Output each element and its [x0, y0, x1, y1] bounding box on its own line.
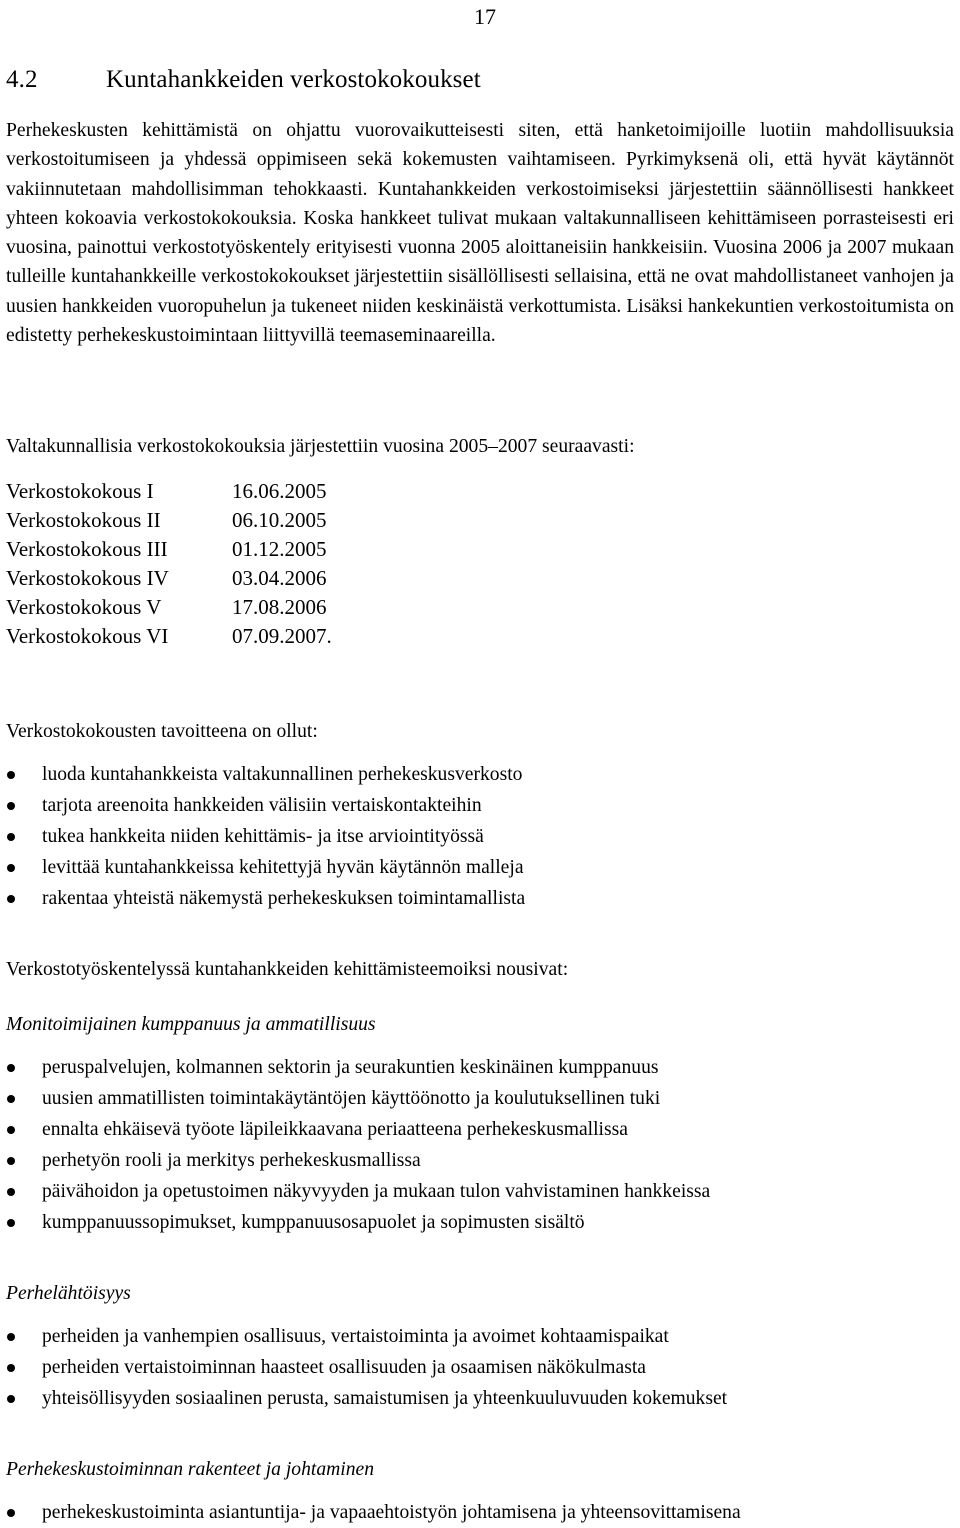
section-title: Kuntahankkeiden verkostokokoukset — [106, 66, 481, 93]
list-item-text: ennalta ehkäisevä työote läpileikkaavana periaatteena perhekeskusmallissa — [42, 1119, 628, 1140]
list-item — [0, 821, 525, 852]
bullet-icon — [7, 1188, 15, 1196]
bullet-icon — [7, 1064, 15, 1072]
meeting-name: Verkostokokous II — [6, 508, 161, 532]
list-item — [0, 1083, 710, 1114]
meeting-row — [6, 535, 332, 564]
meetings-intro: Valtakunnallisia verkostokokouksia järjestettiin vuosina 2005–2007 seuraavasti: — [6, 436, 635, 457]
bullet-icon — [7, 1126, 15, 1134]
section-subtitle: Monitoimijainen kumppanuus ja ammatillisuus — [6, 1014, 376, 1035]
meeting-date: 01.12.2005 — [232, 537, 327, 561]
meeting-date: 17.08.2006 — [232, 595, 327, 619]
goals-intro: Verkostokokousten tavoitteena on ollut: — [6, 721, 318, 742]
list-item — [0, 1383, 727, 1414]
section-subtitle: Perhelähtöisyys — [6, 1283, 131, 1304]
list-item-text: tukea hankkeita niiden kehittämis- ja itse arviointityössä — [42, 826, 484, 847]
list-item — [0, 1352, 727, 1383]
list-item-text: yhteisöllisyyden sosiaalinen perusta, samaistumisen ja yhteenkuuluvuuden kokemukset — [42, 1388, 728, 1409]
themes-list-1 — [0, 1052, 710, 1238]
list-item — [0, 1207, 710, 1238]
meeting-date: 07.09.2007. — [232, 624, 332, 648]
bullet-icon — [7, 895, 15, 903]
meeting-date: 06.10.2005 — [232, 508, 327, 532]
list-item-text: perheiden ja vanhempien osallisuus, vertaistoiminta ja avoimet kohtaamispaikat — [42, 1326, 669, 1347]
list-item-text: levittää kuntahankkeissa kehitettyjä hyvän käytännön malleja — [42, 857, 524, 878]
bullet-icon — [7, 1509, 15, 1517]
meeting-name: Verkostokokous I — [6, 479, 154, 503]
meeting-date: 16.06.2005 — [232, 479, 327, 503]
bullet-icon — [7, 1364, 15, 1372]
bullet-icon — [7, 1219, 15, 1227]
meeting-row — [6, 477, 332, 506]
bullet-icon — [7, 1157, 15, 1165]
meeting-name: Verkostokokous IV — [6, 566, 169, 590]
bullet-icon — [7, 833, 15, 841]
list-item-text: päivähoidon ja opetustoimen näkyvyyden ja mukaan tulon vahvistaminen hankkeissa — [42, 1181, 711, 1202]
meeting-date: 03.04.2006 — [232, 566, 327, 590]
themes-intro: Verkostotyöskentelyssä kuntahankkeiden kehittämisteemoiksi nousivat: — [6, 959, 569, 980]
list-item — [0, 1145, 710, 1176]
bullet-icon — [7, 771, 15, 779]
list-item-text: peruspalvelujen, kolmannen sektorin ja seurakuntien keskinäinen kumppanuus — [42, 1057, 659, 1078]
meeting-name: Verkostokokous III — [6, 537, 168, 561]
section-heading — [6, 64, 481, 96]
list-item-text: luoda kuntahankkeista valtakunnallinen perhekeskusverkosto — [42, 764, 523, 785]
section-number: 4.2 — [6, 66, 38, 93]
meetings-list — [6, 477, 332, 651]
list-item — [0, 759, 525, 790]
list-item — [0, 1114, 710, 1145]
section-subtitle: Perhekeskustoiminnan rakenteet ja johtaminen — [6, 1459, 375, 1480]
bullet-icon — [7, 1095, 15, 1103]
bullet-icon — [7, 1333, 15, 1341]
list-item — [0, 852, 525, 883]
list-item-text: perhetyön rooli ja merkitys perhekeskusmallissa — [42, 1150, 421, 1171]
list-item — [0, 790, 525, 821]
list-item — [0, 883, 525, 914]
meeting-row — [6, 506, 332, 535]
meeting-row — [6, 622, 332, 651]
list-item-text: tarjota areenoita hankkeiden välisiin vertaiskontakteihin — [42, 795, 482, 816]
bullet-icon — [7, 864, 15, 872]
bullet-icon — [7, 1395, 15, 1403]
themes-list-3 — [0, 1497, 741, 1528]
list-item-text: perhekeskustoiminta asiantuntija- ja vapaaehtoistyön johtamisena ja yhteensovittamisena — [42, 1502, 741, 1523]
meeting-row — [6, 564, 332, 593]
page-number: 17 — [474, 4, 496, 29]
goals-list — [0, 759, 525, 914]
themes-list-2 — [0, 1321, 727, 1414]
meeting-name: Verkostokokous VI — [6, 624, 169, 648]
list-item-text: uusien ammatillisten toimintakäytäntöjen käyttöönotto ja koulutuksellinen tuki — [42, 1088, 661, 1109]
list-item-text: perheiden vertaistoiminnan haasteet osallisuuden ja osaamisen näkökulmasta — [42, 1357, 646, 1378]
list-item — [0, 1176, 710, 1207]
bullet-icon — [7, 802, 15, 810]
list-item — [0, 1052, 710, 1083]
intro-paragraph: Perhekeskusten kehittämistä on ohjattu vuorovaikutteisesti siten, että hanketoimijoille luotiin mahdollisuuksia verkostoitumiseen ja yhdessä oppimiseen sekä kokemusten vaihtamiseen. Pyrkimyksenä oli, että hyvät käytännöt vakiinnutetaan mahdollisimman tehokkaasti. Kuntahankkeiden verkostoimiseksi järjestettiin säännöllisesti hankkeet yhteen kokoavia verkostokokouksia. Koska hankkeet tulivat mukaan valtakunnalliseen kehittämiseen porrasteisesti eri vuosina, painottui verkostotyöskentely erityisesti vuonna 2005 aloittaneisiin hankkeisiin. Vuosina 2006 ja 2007 mukaan tulleille kuntahankkeille verkostokokoukset järjestettiin sisällöllisesti sellaisina, että ne ovat mahdollistaneet vanhojen ja uusien hankkeiden vuoropuhelun ja tukeneet niiden keskinäistä verkottumista. Lisäksi hankekuntien verkostoitumista on edistetty perhekeskustoimintaan liittyvillä teemaseminaareilla. — [6, 120, 954, 347]
list-item-text: rakentaa yhteistä näkemystä perhekeskuksen toimintamallista — [42, 888, 526, 909]
meeting-row — [6, 593, 332, 622]
list-item — [0, 1497, 741, 1528]
list-item — [0, 1321, 727, 1352]
list-item-text: kumppanuussopimukset, kumppanuusosapuolet ja sopimusten sisältö — [42, 1212, 585, 1233]
meeting-name: Verkostokokous V — [6, 595, 162, 619]
